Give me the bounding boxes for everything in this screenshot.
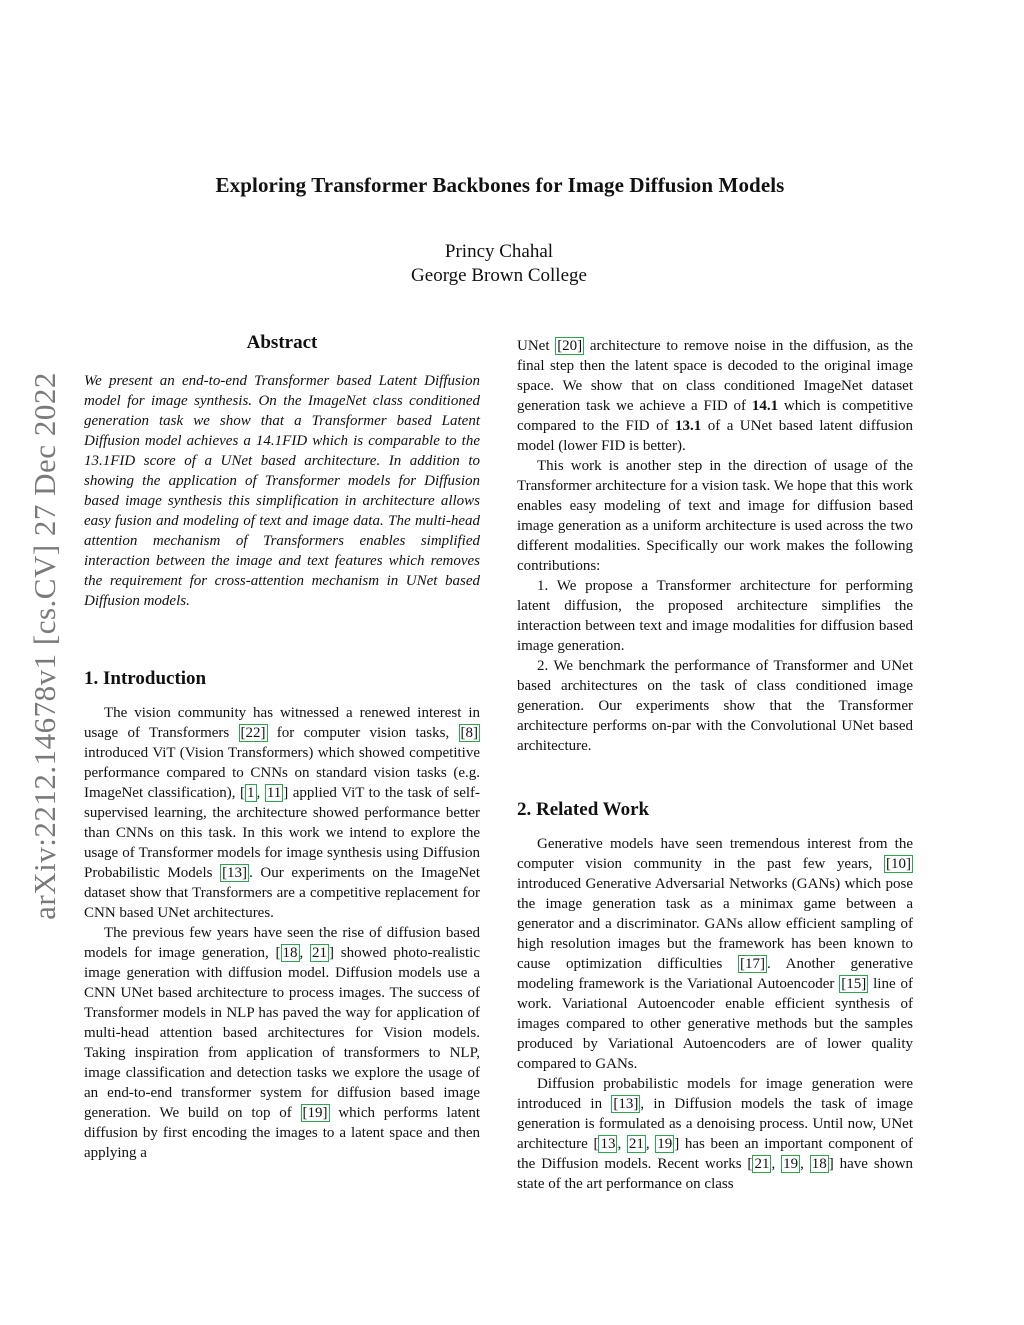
text-run: architecture to remove noise in the diffusion, as the final step then the latent space is decoded to the original image space. We show that on class conditioned ImageNet dataset generation task we achieve a FID of <box>517 338 913 414</box>
text-run: Generative models have seen tremendous interest from the computer vision community in the past few years, <box>517 836 913 872</box>
text-run: ] have shown state of the art performance on class <box>517 1156 914 1192</box>
text-run: [ <box>593 1136 599 1152</box>
citation-link[interactable]: [10] <box>886 856 911 872</box>
fid-value-transformer: 14.1 <box>751 398 779 414</box>
intro-paragraph-3 <box>517 336 913 456</box>
text-run: The vision community has witnessed a renewed interest in usage of Transformers <box>84 705 480 741</box>
related-work-heading: 2. Related Work <box>517 799 650 820</box>
text-run: of a UNet based latent diffusion model (lower FID is better). <box>517 418 913 454</box>
right-column <box>517 336 913 1194</box>
intro-paragraph-4: This work is another step in the direction of usage of the Transformer architecture for a vision task. We hope that this work enables easy modeling of text and image for diffusion based image generation as a uniform architecture is used across the two different modalities. Specifically our work makes the following contributions: <box>517 458 913 574</box>
text-run: ] applied ViT to the task of self-supervised learning, the architecture showed performance better than CNNs on this task. In this work we intend to explore the usage of Transformer models for image synthesis using Diffusion Probabilistic Models <box>84 785 481 881</box>
citation-link[interactable]: 19 <box>783 1156 799 1172</box>
left-column <box>84 332 480 1163</box>
citation-link[interactable]: 1 <box>247 785 255 801</box>
text-run: introduced Generative Adversarial Networks (GANs) which pose the image generation task as a minimax game between a generator and a discriminator. GANs allow efficient sampling of high resolution images but the framework has been known to cause optimization difficulties <box>517 876 913 972</box>
text-run: ] has been an important component of the Diffusion models. Recent works [ <box>517 1136 914 1172</box>
citation-link[interactable]: 19 <box>657 1136 673 1152</box>
citation-link[interactable]: [20] <box>557 338 583 354</box>
citation-link[interactable]: 18 <box>282 945 298 961</box>
arxiv-identifier: arXiv:2212.14678v1 [cs.CV] 27 Dec 2022 <box>27 372 63 920</box>
citation-link[interactable]: [13] <box>613 1096 639 1112</box>
citation-link[interactable]: 21 <box>754 1156 770 1172</box>
abstract-heading: Abstract <box>246 332 318 353</box>
text-run: UNet <box>517 338 556 354</box>
citation-link[interactable]: [15] <box>841 976 867 992</box>
text-run: The previous few years have seen the rise of diffusion based models for image generation, [ <box>84 925 480 961</box>
author-block <box>0 240 998 288</box>
citation-link[interactable]: 18 <box>811 1156 827 1172</box>
paper-title: Exploring Transformer Backbones for Image Diffusion Models <box>215 173 785 197</box>
author-affiliation: George Brown College <box>411 265 587 286</box>
text-run: Diffusion probabilistic models for image generation were introduced in <box>517 1076 913 1112</box>
text-run: , <box>299 945 311 961</box>
related-paragraph-2 <box>517 1074 913 1194</box>
citation-link[interactable]: 21 <box>312 945 328 961</box>
text-run: , <box>617 1136 627 1152</box>
text-run: ] showed photo-realistic image generation with diffusion model. Diffusion models use a CNN UNet based architecture to process images. The success of Transformer models in NLP has paved the way for application of multi-head attention based architectures for Vision models. Taking inspiration from application of transformers to NLP, image classification and detection tasks we explore the usage of an end-to-end transformer system for diffusion based image generation. We build on top of <box>84 945 480 1121</box>
text-run: . Another generative modeling framework is the Variational Autoencoder <box>517 956 913 992</box>
text-run: which is competitive compared to the FID of <box>517 398 913 434</box>
citation-link[interactable]: 13 <box>600 1136 616 1152</box>
author-name: Princy Chahal <box>444 241 554 262</box>
text-run: introduced ViT (Vision Transformers) which showed competitive performance compared to CNNs on standard vision tasks (e.g. ImageNet classification), [ <box>84 745 480 801</box>
text-run: , <box>771 1156 782 1172</box>
citation-link[interactable]: [8] <box>460 725 478 741</box>
text-run: , in Diffusion models the task of image generation is formulated as a denoising process. Until now, UNet architecture <box>517 1096 913 1152</box>
text-run: for computer vision tasks, <box>267 725 459 741</box>
arxiv-sidebar <box>28 346 62 946</box>
text-run: , <box>800 1156 810 1172</box>
introduction-heading: 1. Introduction <box>84 668 207 689</box>
intro-paragraph-2 <box>84 923 480 1163</box>
text-run: line of work. Variational Autoencoder enable efficient synthesis of images compared to other generative methods but the samples produced by Variational Autoencoders are of lower quality compared to GANs. <box>517 976 913 1072</box>
citation-link[interactable]: 11 <box>266 785 282 801</box>
citation-link[interactable]: 21 <box>628 1136 644 1152</box>
citation-link[interactable]: [13] <box>222 865 248 881</box>
text-run: which performs latent diffusion by first encoding the images to a latent space and then applying a <box>84 1105 480 1161</box>
intro-paragraph-1 <box>84 703 480 923</box>
abstract-text: We present an end-to-end Transformer based Latent Diffusion model for image synthesis. On the ImageNet class conditioned generation task we show that a Transformer based Latent Diffusion model achieves a 14.1FID which is comparable to the 13.1FID score of a UNet based architecture. In addition to showing the application of Transformer models for Diffusion based image synthesis this simplification in architecture allows easy fusion and modeling of text and image data. The multi-head attention mechanism of Transformers enables simplified interaction between the image and text features which removes the requirement for cross-attention mechanism in UNet based Diffusion models. <box>84 373 480 609</box>
citation-link[interactable]: [19] <box>302 1105 328 1121</box>
text-run: , <box>256 785 265 801</box>
contribution-item-1: 1. We propose a Transformer architecture for performing latent diffusion, the proposed architecture simplifies the interaction between text and image modalities for diffusion based image generation. <box>517 578 913 654</box>
text-run: . Our experiments on the ImageNet dataset show that Transformers are a competitive replacement for CNN based UNet architectures. <box>84 865 480 921</box>
fid-value-unet: 13.1 <box>675 418 702 434</box>
citation-link[interactable]: [17] <box>740 956 766 972</box>
citation-link[interactable]: [22] <box>240 725 266 741</box>
text-run: , <box>645 1136 656 1152</box>
related-paragraph-1 <box>517 834 913 1074</box>
contribution-item-2: 2. We benchmark the performance of Transformer and UNet based architectures on the task of class conditioned image generation. Our experiments show that the Transformer architecture performs on-par with the Convolutional UNet based architecture. <box>517 658 913 754</box>
